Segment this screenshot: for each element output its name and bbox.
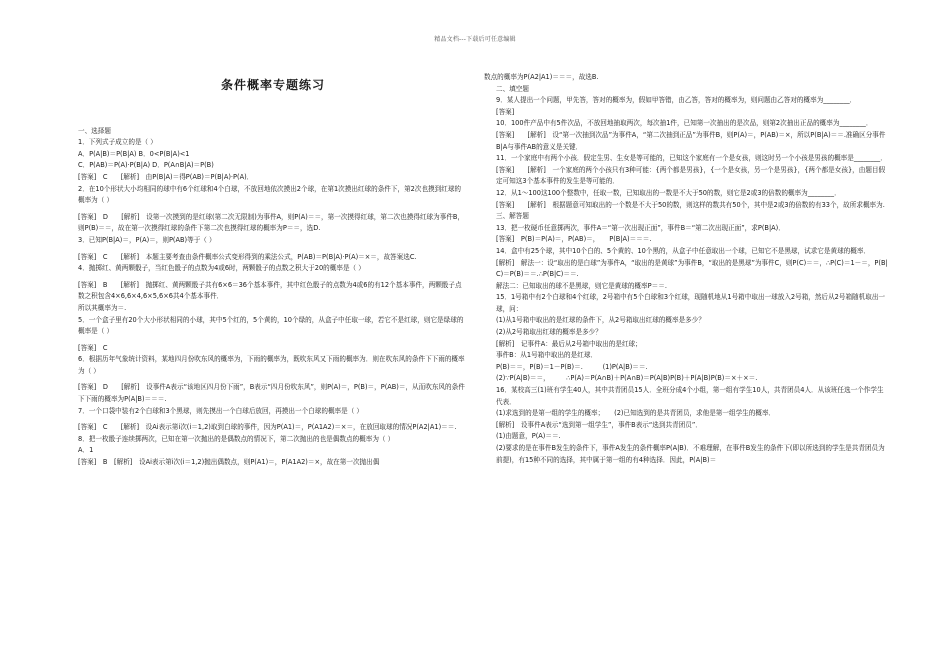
right-column xyxy=(484,72,888,466)
paragraph: (2)要求的是在事件B发生的条件下，事件A发生的条件概率P(A|B)．不难理解，在事件B发生的条件下(即以所选到的学生是共青团员为前提)，有15种不同的选择，其中属于第一组的有4种选择．因此，P(A|B)＝ xyxy=(496,444,885,464)
paragraph: [答案] B [解析] 设Ai表示第i次(i＝1,2)抛出偶数点，则P(A1)＝，P(A1A2)＝×，故在第一次抛出偶 xyxy=(78,458,380,467)
paragraph: (1)求选到的是第一组的学生的概率； (2)已知选到的是共青团员，求他是第一组学生的概率． xyxy=(496,409,776,418)
paragraph: [答案] D [解析] 设事件A表示“该地区四月份下雨”，B表示“四月份吹东风”，则P(A)＝，P(B)＝，P(AB)＝，从而吹东风的条件下下雨的概率为P(A|B)＝＝＝. xyxy=(78,383,465,404)
paragraph: 14．盒中有25个球，其中10个白的、5个黄的、10个黑的，从盒子中任意取出一个球，已知它不是黑球，试求它是黄球的概率． xyxy=(496,246,871,255)
paragraph: [答案] [解析] 根据题意可知取出的一个数是不大于50的数，则这样的数共有50个，其中是2或3的倍数的有33个，故所求概率为. xyxy=(496,200,885,209)
paragraph: 解法二：已知取出的球不是黑球，则它是黄球的概率P＝＝. xyxy=(496,281,667,290)
paragraph: [解析] 解法一：设“取出的是白球”为事件A，“取出的是黄球”为事件B，“取出的是黑球”为事件C，则P(C)＝＝，∴P(C)＝1－＝，P(B|C)＝P(B)＝＝.∴P(B|C)＝＝. xyxy=(496,258,888,279)
paragraph: [解析] 设事件A表示“选到第一组学生”，事件B表示“选到共青团员”． xyxy=(496,420,702,429)
left-column xyxy=(66,80,466,469)
paragraph: 所以其概率为＝. xyxy=(78,303,127,312)
paragraph: P(B)＝＝，P(B)＝1－P(B)＝. (1)P(A|B)＝＝. xyxy=(496,362,648,371)
paragraph: (1)由题意，P(A)＝＝. xyxy=(496,432,561,441)
paragraph: 一、选择题 xyxy=(78,126,111,135)
paragraph: [答案] [解析] 一个家庭的两个小孩只有3种可能：{两个都是男孩}，{一个是女孩，另一个是男孩}，{两个都是女孩}，由题目假定可知这3个基本事件的发生是等可能的． xyxy=(496,165,886,186)
paragraph: 5．一个盒子里有20个大小形状相同的小球，其中5个红的，5个黄的，10个绿的，从盒子中任取一球，若它不是红球，则它是绿球的概率是（ ） xyxy=(78,315,464,336)
paragraph: [答案] C xyxy=(78,343,108,352)
paragraph: 1．下列式子成立的是（ ） xyxy=(78,138,157,147)
paragraph: 7．一个口袋中装有2个白球和3个黑球，则先摸出一个白球后放回，再摸出一个白球的概率是（ ） xyxy=(78,406,364,415)
page-header: 精品文档---下载后可任意编辑 xyxy=(434,36,516,43)
document-title: 条件概率专题练习 xyxy=(220,78,325,92)
paragraph: 数点的概率为P(A2|A1)＝＝＝，故选B. xyxy=(484,73,599,81)
paragraph: [答案] [解析] 设“第一次抽到次品”为事件A，“第二次抽到正品”为事件B，则P(A)＝，P(AB)＝×，所以P(B|A)＝＝.准确区分事件B|A与事件AB的意义是关键． xyxy=(496,130,886,151)
paragraph: 2．在10个形状大小均相同的球中有6个红球和4个白球，不放回地依次摸出2个球，在第1次摸出红球的条件下，第2次也摸到红球的概率为（ ） xyxy=(78,184,462,205)
paragraph: 三、解答题 xyxy=(496,212,529,221)
paragraph: [解析] 记事件A：最后从2号箱中取出的是红球； xyxy=(496,339,642,348)
paragraph: [答案] P(B)＝P(A)＝，P(AB)＝， P(B|A)＝＝＝. xyxy=(496,235,652,244)
paragraph: 二、填空题 xyxy=(496,84,529,93)
paragraph: 6．根据历年气象统计资料，某地四月份吹东风的概率为，下雨的概率为，既吹东风又下雨的概率为．则在吹东风的条件下下雨的概率为（ ） xyxy=(78,355,465,375)
paragraph: 15．1号箱中有2个白球和4个红球，2号箱中有5个白球和3个红球，现随机地从1号箱中取出一球放入2号箱，然后从2号箱随机取出一球，问： xyxy=(496,293,886,313)
paragraph: 13．把一枚硬币任意掷两次，事件A＝“第一次出现正面”，事件B＝“第二次出现正面”，求P(B|A)． xyxy=(496,223,785,232)
paragraph: 事件B：从1号箱中取出的是红球． xyxy=(496,351,598,360)
paragraph: A．P(A|B)＝P(B|A) B．0<P(B|A)<1 xyxy=(78,149,190,158)
paragraph: A．1 xyxy=(78,446,94,455)
paragraph: [答案] C [解析] 由P(B|A)＝得P(AB)＝P(B|A)·P(A)． xyxy=(78,172,254,181)
paragraph: (1)从1号箱中取出的是红球的条件下，从2号箱取出红球的概率是多少？ xyxy=(496,316,705,325)
paragraph: 16．某校高三(1)班有学生40人，其中共青团员15人．全班分成4个小组，第一组有学生10人，共青团员4人．从该班任选一个作学生代表． xyxy=(496,386,884,406)
paragraph: [答案] D [解析] 设第一次摸到的是红球(第二次无限制)为事件A，则P(A)＝＝，第一次摸得红球，第二次也摸得红球为事件B，则P(B)＝＝，故在第一次摸得红球的条件下第二次也摸得红球的概率为P＝＝，选D. xyxy=(78,212,465,233)
paragraph: [答案] C [解析] 本题主要考查由条件概率公式变形得到的乘法公式，P(AB)＝P(B|A)·P(A)＝×＝，故答案选C. xyxy=(78,252,417,261)
paragraph: 12．从1～100这100个整数中，任取一数，已知取出的一数是不大于50的数，则它是2或3的倍数的概率为________． xyxy=(496,188,841,197)
paragraph: C．P(AB)＝P(A)·P(B|A) D．P(A∩B|A)＝P(B) xyxy=(78,161,214,170)
paragraph: 4．抛掷红、黄两颗骰子，当红色骰子的点数为4或6时，两颗骰子的点数之积大于20的概率是（ ） xyxy=(78,264,365,273)
paragraph: 10．100件产品中有5件次品，不放回地抽取两次，每次抽1件，已知第一次抽出的是次品，则第2次抽出正品的概率为________． xyxy=(496,119,873,128)
paragraph: [答案] B [解析] 抛掷红、黄两颗骰子共有6×6＝36个基本事件，其中红色骰子的点数为4或6的有12个基本事件，两颗骰子点数之积包含4×6,6×4,6×5,6×6共4个基本事件． xyxy=(78,280,462,301)
paragraph: [答案] C [解析] 设Ai表示第i次(i＝1,2)取到白球的事件，因为P(A1)＝，P(A1A2)＝×＝，在放回取球的情况P(A2|A1)＝＝. xyxy=(78,423,457,432)
paragraph: 9．某人提出一个问题，甲先答，答对的概率为，假如甲答错，由乙答，答对的概率为，则问题由乙答对的概率为________． xyxy=(496,96,857,105)
paragraph: (2)从2号箱取出红球的概率是多少？ xyxy=(496,328,602,337)
paragraph: 3．已知P(B|A)＝，P(A)＝，则P(AB)等于（ ） xyxy=(78,235,216,244)
paragraph: 11．一个家庭中有两个小孩．假定生男、生女是等可能的，已知这个家庭有一个是女孩，则这时另一个小孩是男孩的概率是________． xyxy=(496,154,887,163)
paragraph: (2)∵P(A|B)＝＝， ∴P(A)＝P(A∩B)＋P(A∩B)＝P(A|B)P(B)＋P(A|B)P(B)＝×＋×＝. xyxy=(496,374,758,383)
paragraph: 8．把一枚骰子连续掷两次，已知在第一次抛出的是偶数点的情况下，第二次抛出的也是偶数点的概率为（ ） xyxy=(78,434,395,443)
paragraph: [答案] xyxy=(496,107,515,116)
